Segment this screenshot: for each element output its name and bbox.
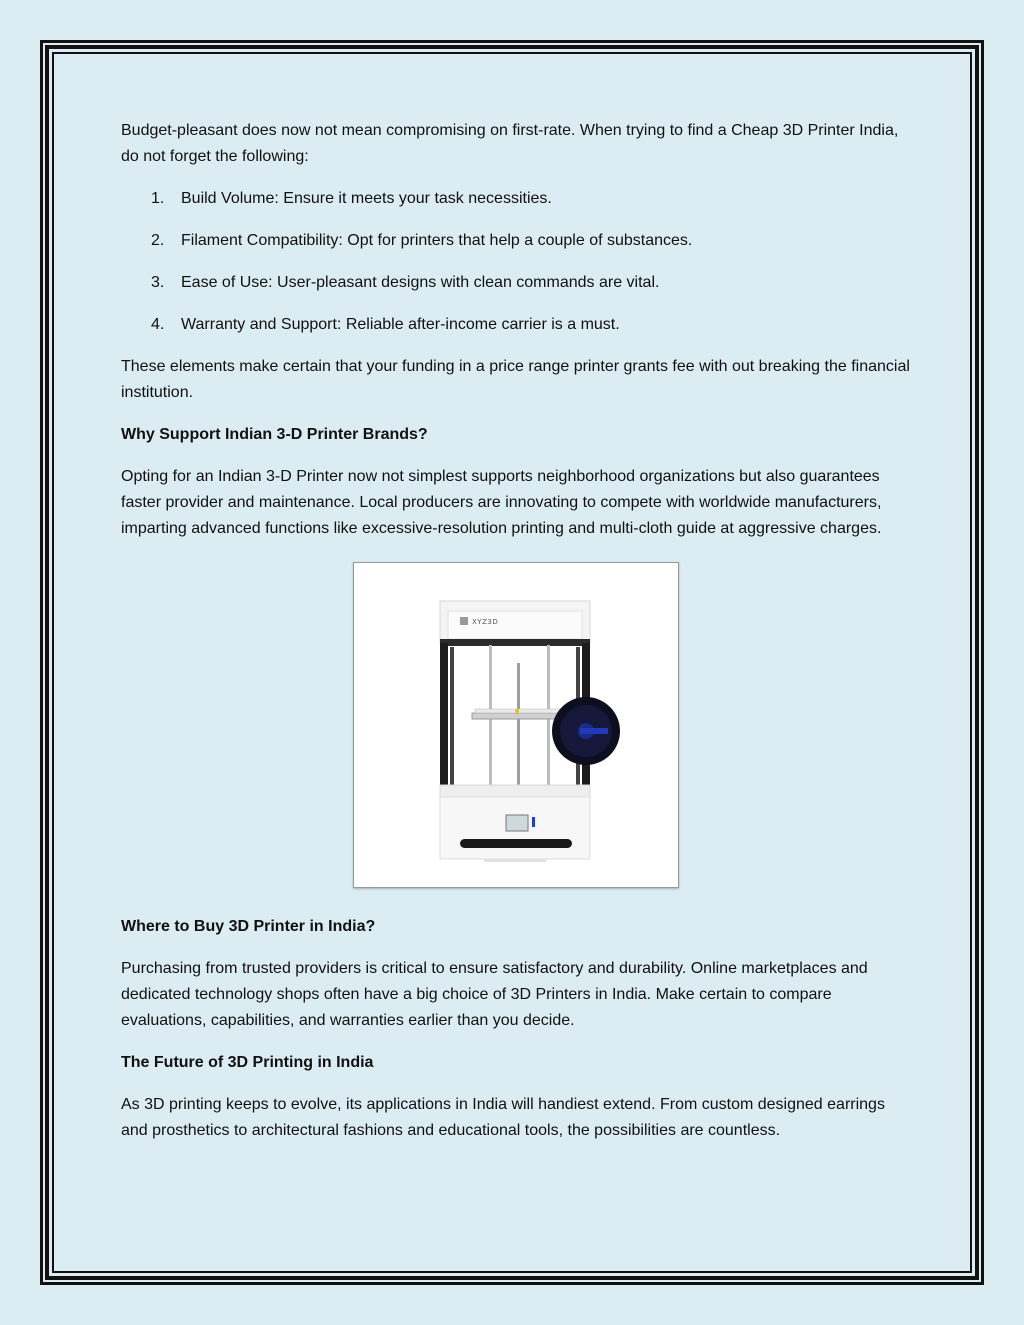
intro-paragraph: Budget-pleasant does now not mean compromising on first-rate. When trying to find a Cheap 3D Printer India, do not forget the following:: [121, 122, 899, 165]
list-item-text: Warranty and Support: Reliable after-income carrier is a must.: [181, 316, 620, 333]
section-body-where-to-buy: Purchasing from trusted providers is critical to ensure satisfactory and durability. Online marketplaces and dedicated technology shops often have a big choice of 3D Printers in India. Make certain to compare evaluations, capabilities, and warranties earlier than you decide.: [121, 960, 868, 1029]
printer-image: [353, 562, 679, 888]
list-item-text: Build Volume: Ensure it meets your task necessities.: [181, 190, 552, 207]
list-item-number: 4.: [151, 316, 165, 333]
section-heading-indian-brands: Why Support Indian 3-D Printer Brands?: [121, 426, 428, 443]
list-item-text: Filament Compatibility: Opt for printers that help a couple of substances.: [181, 232, 693, 249]
printer-logo: XYZ3D: [472, 618, 499, 626]
list-item-number: 3.: [151, 274, 165, 291]
list-item: [121, 312, 911, 338]
summary-paragraph: These elements make certain that your funding in a price range printer grants fee with out breaking the financial institution.: [121, 358, 910, 401]
3d-printer-illustration: [354, 563, 678, 887]
list-item: [121, 228, 911, 254]
section-heading-future: The Future of 3D Printing in India: [121, 1054, 374, 1071]
list-item-number: 1.: [151, 190, 165, 207]
section-body-indian-brands: Opting for an Indian 3-D Printer now not simplest supports neighborhood organizations but also guarantees faster provider and maintenance. Local producers are innovating to compete with worldwide manufacturers, imparting advanced functions like excessive-resolution printing and multi-cloth guide at aggressive charges.: [121, 468, 882, 537]
list-item-text: Ease of Use: User-pleasant designs with clean commands are vital.: [181, 274, 660, 291]
section-body-future: As 3D printing keeps to evolve, its applications in India will handiest extend. From custom designed earrings and prosthetics to architectural fashions and educational tools, the possibilities are countless.: [121, 1096, 885, 1139]
list-item: [121, 186, 911, 212]
figure-container: [121, 562, 911, 888]
list-item-number: 2.: [151, 232, 165, 249]
list-item: [121, 270, 911, 296]
document-body: [121, 118, 911, 1160]
buying-criteria-list: [121, 186, 911, 338]
section-heading-where-to-buy: Where to Buy 3D Printer in India?: [121, 918, 376, 935]
